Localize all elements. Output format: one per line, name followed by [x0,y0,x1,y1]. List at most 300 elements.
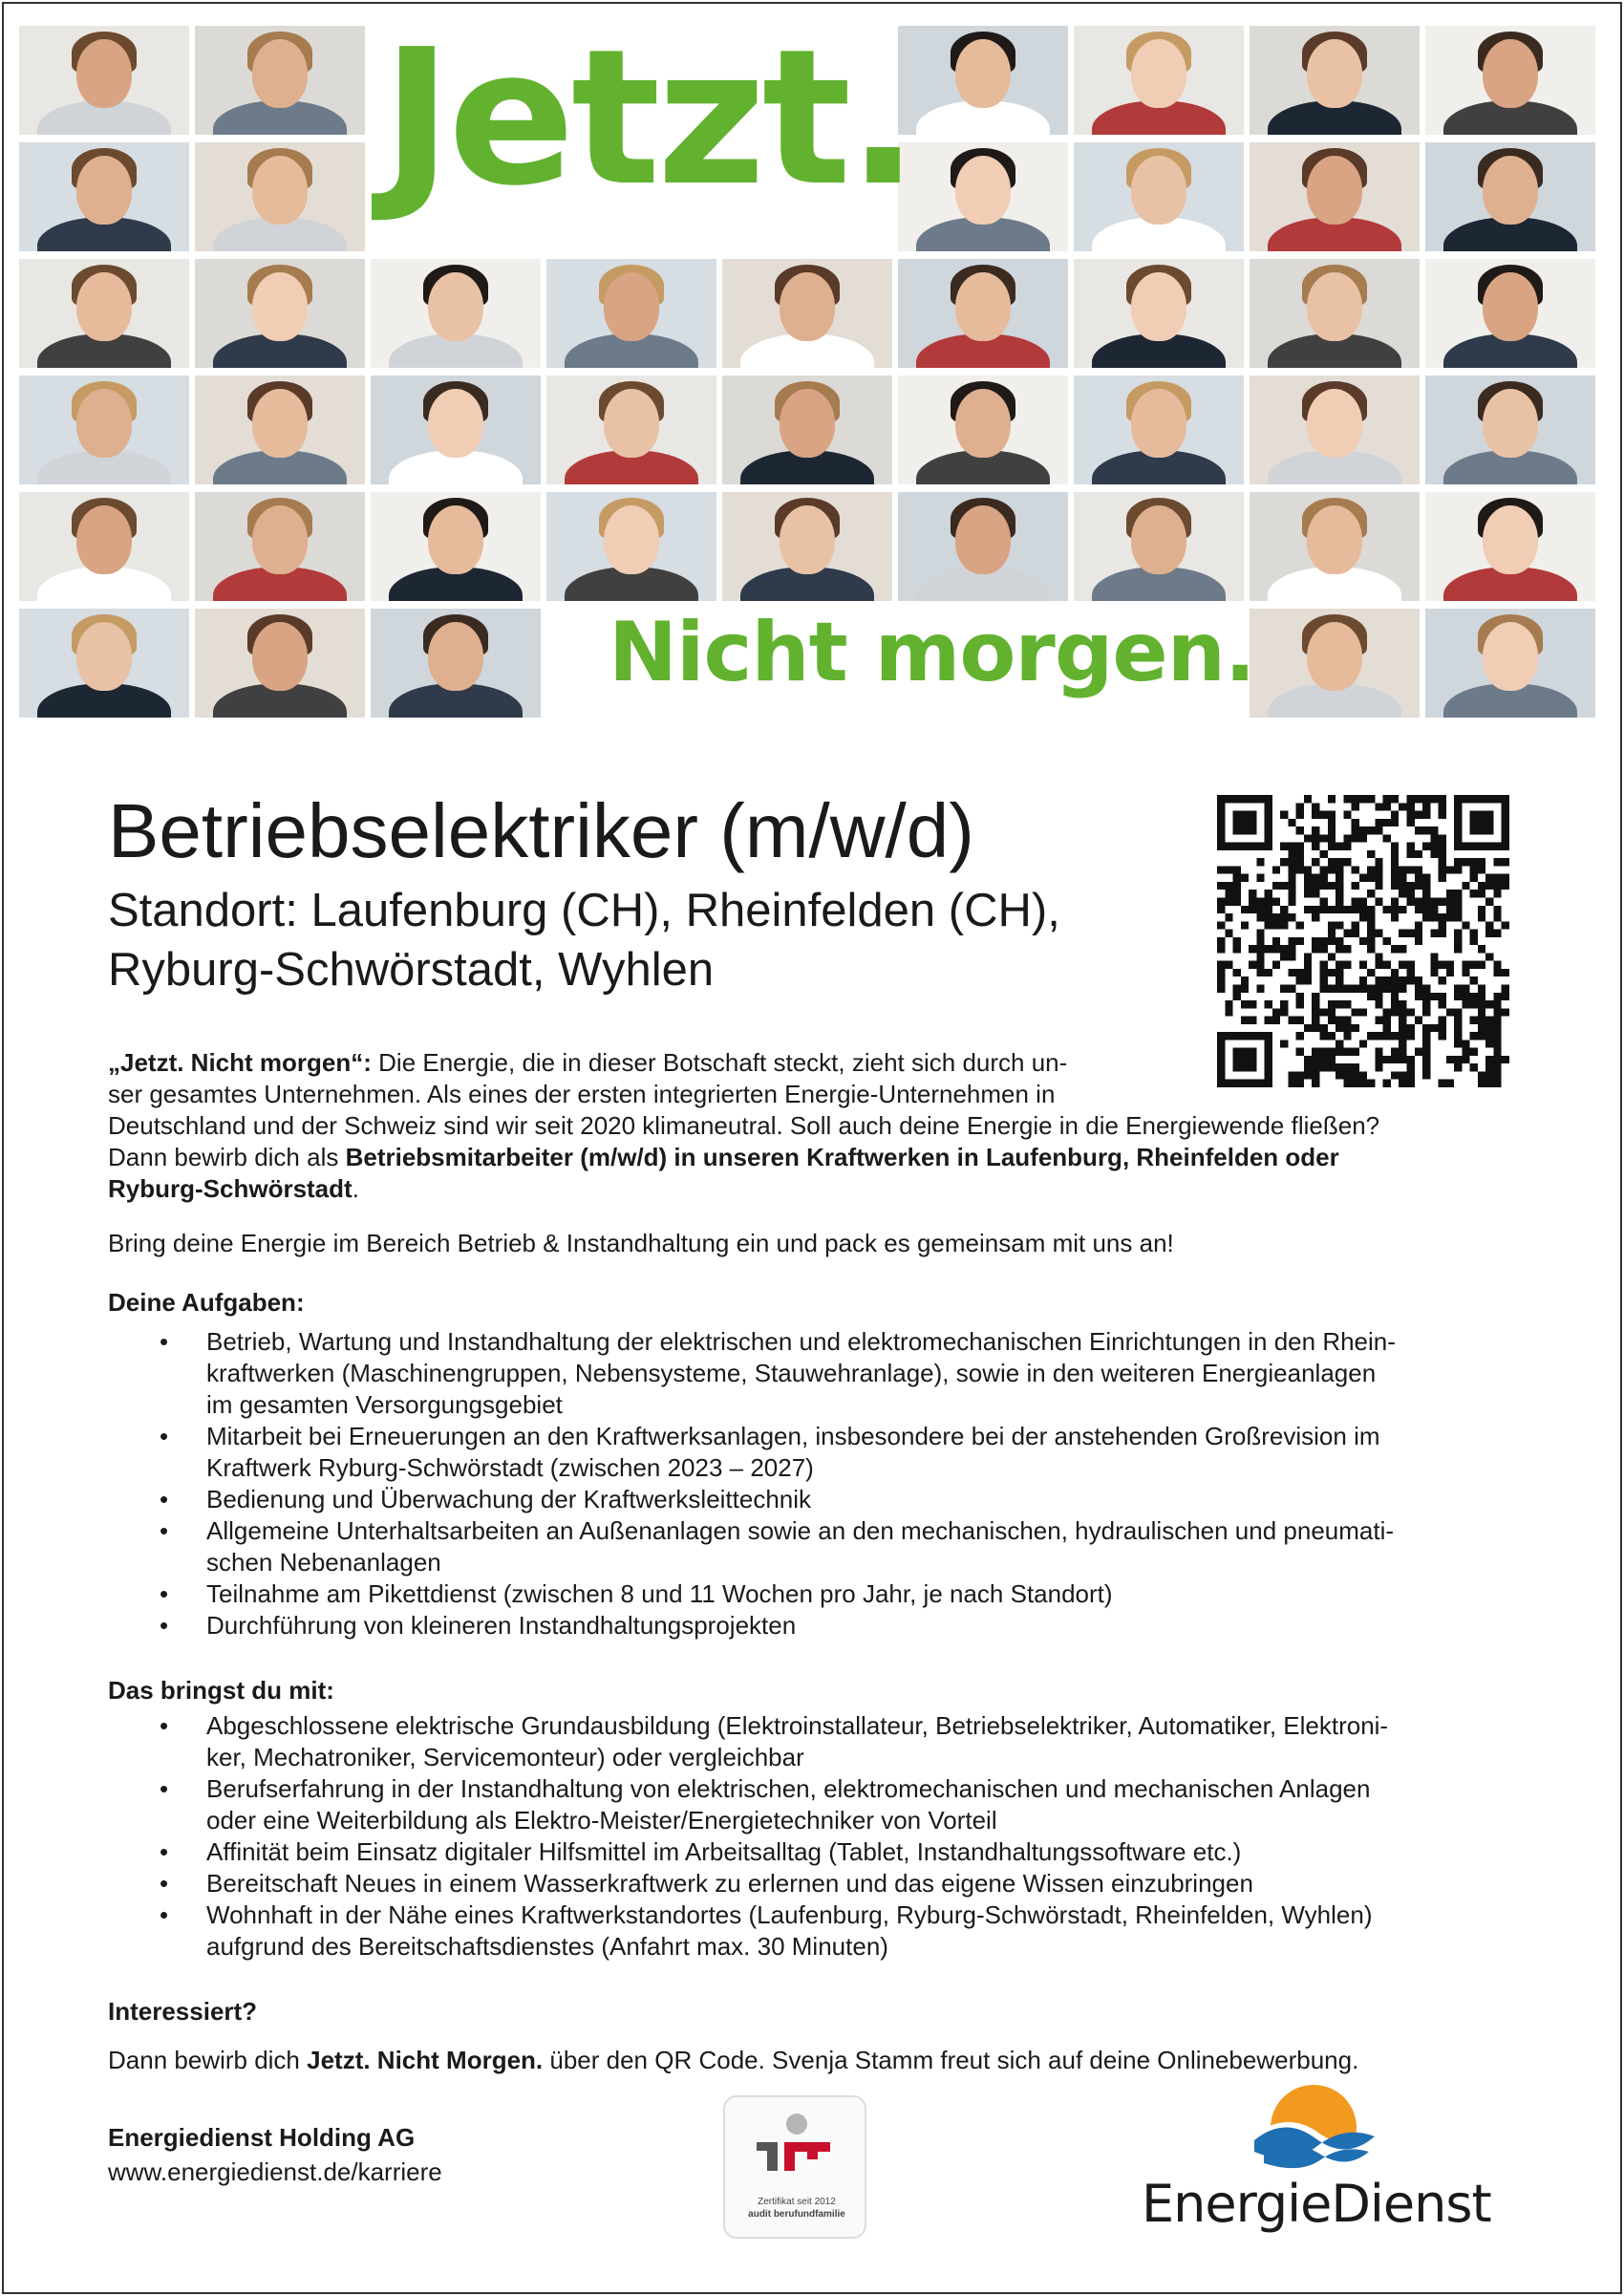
audit-text-2: audit berufundfamilie [748,2209,845,2220]
qr-module [1399,945,1406,953]
portrait-photo [371,609,541,718]
qr-module [1430,953,1438,960]
qr-module [1439,874,1446,882]
portrait-face [1483,156,1538,225]
qr-module [1304,866,1312,873]
portrait-photo [1425,609,1595,718]
qr-module [1256,930,1264,937]
qr-module [1312,1008,1319,1016]
qr-module [1470,1017,1478,1024]
qr-module [1399,1032,1406,1040]
qr-module [1485,882,1493,890]
portrait-face [76,156,132,225]
qr-module [1328,984,1336,992]
qr-module [1336,969,1343,976]
qr-module [1454,1008,1462,1016]
qr-module [1256,945,1264,953]
portrait-photo [1425,26,1595,135]
portrait-face [428,505,483,574]
headline-nicht-morgen: Nicht morgen. [609,605,1255,700]
qr-module [1249,1017,1256,1024]
qr-module [1478,1024,1485,1032]
qr-module [1336,937,1343,945]
portrait-face [1131,39,1186,108]
qr-module [1462,921,1469,929]
qr-module [1391,882,1399,890]
qr-module [1280,882,1288,890]
qr-module [1430,1024,1438,1032]
qr-module [1352,1008,1359,1016]
qr-module [1352,882,1359,890]
intro-position-bold: Betriebsmitarbeiter (m/w/d) in unseren Kraftwerken in Laufenburg, Rheinfelden oder [345,1143,1339,1171]
qr-module [1493,913,1501,921]
qr-module [1288,937,1295,945]
qr-module [1422,898,1430,906]
portrait-photo [19,492,189,601]
qr-module [1359,937,1367,945]
qr-module [1367,795,1375,803]
qr-module [1383,1024,1391,1032]
qr-module [1399,984,1406,992]
qr-module [1470,930,1478,937]
qr-module [1478,1017,1485,1024]
qr-module [1422,906,1430,913]
qr-module [1454,930,1462,937]
qr-module [1439,811,1446,819]
portrait-face [252,39,308,108]
qr-module [1406,890,1414,897]
qr-module [1502,969,1509,976]
qr-module [1272,961,1280,969]
requirements-item [108,1710,1522,1773]
qr-module [1391,874,1399,882]
qr-module [1241,1017,1249,1024]
portrait-face [955,505,1011,574]
portrait-face [1483,272,1538,341]
qr-module [1439,1024,1446,1032]
qr-module [1304,1024,1312,1032]
qr-module [1391,913,1399,921]
qr-module [1367,930,1375,937]
qr-module [1312,843,1319,850]
qr-module [1470,1032,1478,1040]
qr-module [1415,906,1422,913]
qr-module [1391,866,1399,873]
qr-module [1328,937,1336,945]
qr-module [1217,906,1225,913]
qr-module [1320,874,1328,882]
energiedienst-sun-wave-icon [1142,2083,1485,2178]
qr-module [1328,1000,1336,1008]
qr-module [1217,984,1225,992]
qr-module [1352,930,1359,937]
qr-module [1320,969,1328,976]
qr-module [1352,826,1359,834]
tasks-item-line: im gesamten Versorgungsgebiet [206,1390,563,1419]
portrait-face [604,272,659,341]
qr-module [1256,906,1264,913]
bullet-icon: • [160,1485,169,1513]
qr-module [1406,1024,1414,1032]
interest-heading: Interessiert? [108,1997,258,2026]
qr-module [1288,898,1295,906]
qr-module [1280,811,1288,819]
portrait-face [1307,622,1362,691]
qr-module [1422,1032,1430,1040]
portrait-photo [1250,609,1420,718]
qr-module [1430,913,1438,921]
qr-module [1296,1032,1304,1040]
portrait-face [1483,505,1538,574]
qr-module [1391,1008,1399,1016]
qr-module [1217,866,1225,873]
portrait-photo [19,26,189,135]
portrait-face [76,39,132,108]
interest-text-bold: Jetzt. Nicht Morgen. [307,2046,544,2074]
qr-module [1383,984,1391,992]
qr-module [1485,1017,1493,1024]
qr-module [1502,874,1509,882]
qr-module [1304,890,1312,897]
qr-module [1502,993,1509,1000]
portrait-photo [1074,259,1244,368]
portrait-photo [1074,26,1244,135]
company-info [108,2120,442,2189]
qr-module [1439,803,1446,810]
portrait-photo [195,609,365,718]
qr-module [1485,1032,1493,1040]
portrait-photo [1074,142,1244,251]
qr-module [1415,993,1422,1000]
audit-berufundfamilie-logo [723,2095,866,2239]
qr-module [1399,1000,1406,1008]
qr-module [1328,795,1336,803]
qr-module [1328,969,1336,976]
qr-module [1296,921,1304,929]
portrait-photo [19,609,189,718]
portrait-photo [898,142,1068,251]
qr-module [1265,921,1272,929]
qr-module [1312,1000,1319,1008]
qr-module [1406,811,1414,819]
qr-module [1383,803,1391,810]
qr-module [1256,953,1264,960]
qr-module [1375,984,1382,992]
requirements-item-line: Affinität beim Einsatz digitaler Hilfsmittel im Arbeitsalltag (Tablet, Instandhaltungssoftware etc.) [206,1837,1242,1866]
qr-module [1367,866,1375,873]
portrait-face [1307,272,1362,341]
portrait-face [428,272,483,341]
portrait-photo [722,259,892,368]
qr-module [1296,1017,1304,1024]
requirements-item [108,1868,1522,1899]
qr-module [1296,803,1304,810]
interest-text-end: über den QR Code. Svenja Stamm freut sich auf deine Onlinebewerbung. [543,2046,1359,2074]
portrait-photo [195,142,365,251]
qr-module [1375,976,1382,984]
qr-module [1391,843,1399,850]
qr-module [1478,890,1485,897]
qr-module [1352,1024,1359,1032]
qr-module [1352,834,1359,842]
qr-module [1406,976,1414,984]
portrait-photo [722,492,892,601]
qr-module [1399,961,1406,969]
qr-module [1343,1024,1351,1032]
qr-module [1343,906,1351,913]
portrait-face [252,505,308,574]
qr-module [1312,913,1319,921]
qr-module [1502,921,1509,929]
qr-module [1265,890,1272,897]
qr-module [1359,795,1367,803]
qr-module [1343,930,1351,937]
qr-module [1422,890,1430,897]
requirements-item-line: Bereitschaft Neues in einem Wasserkraftwerk zu erlernen und das eigene Wissen einzubringen [206,1869,1253,1898]
qr-module [1422,803,1430,810]
tasks-item-line: Mitarbeit bei Erneuerungen an den Kraftwerksanlagen, insbesondere bei der anstehenden Großrevision im [206,1422,1380,1450]
requirements-item-line: ker, Mechatroniker, Servicemonteur) oder vergleichbar [206,1743,804,1771]
qr-module [1336,1017,1343,1024]
qr-module [1328,826,1336,834]
qr-module [1304,874,1312,882]
qr-module [1446,961,1454,969]
qr-module [1336,984,1343,992]
qr-module [1328,1008,1336,1016]
qr-module [1493,858,1501,866]
qr-module [1336,882,1343,890]
qr-module [1367,890,1375,897]
qr-module [1478,984,1485,992]
qr-module [1265,913,1272,921]
qr-module [1296,826,1304,834]
portrait-photo [195,492,365,601]
portrait-face [780,389,835,458]
qr-module [1328,930,1336,937]
qr-module [1225,882,1232,890]
qr-module [1280,945,1288,953]
qr-module [1415,937,1422,945]
qr-module [1336,858,1343,866]
qr-module [1493,882,1501,890]
qr-module [1375,866,1382,873]
qr-module [1288,843,1295,850]
qr-module [1265,1000,1272,1008]
portrait-photo [546,492,716,601]
qr-module [1249,945,1256,953]
qr-module [1454,898,1462,906]
qr-module [1391,1000,1399,1008]
portrait-face [955,389,1011,458]
qr-module [1336,961,1343,969]
qr-module [1406,795,1414,803]
qr-module [1430,826,1438,834]
tasks-item-line: Kraftwerk Ryburg-Schwörstadt (zwischen 2023 – 2027) [206,1453,814,1482]
qr-module [1256,898,1264,906]
qr-module [1446,913,1454,921]
qr-module [1296,850,1304,858]
qr-module [1265,1017,1272,1024]
qr-module [1415,882,1422,890]
bullet-icon: • [160,1611,169,1640]
portrait-photo [1250,142,1420,251]
qr-module [1249,906,1256,913]
qr-module [1439,961,1446,969]
qr-module [1446,1008,1454,1016]
qr-module [1422,843,1430,850]
application-qr-code[interactable] [1217,795,1509,1087]
qr-module [1406,819,1414,826]
qr-module [1312,811,1319,819]
qr-module [1399,890,1406,897]
portrait-face [955,272,1011,341]
qr-module [1375,1017,1382,1024]
portrait-photo [195,26,365,135]
qr-module [1225,890,1232,897]
qr-module [1288,913,1295,921]
qr-module [1312,858,1319,866]
qr-module [1296,843,1304,850]
qr-module [1336,945,1343,953]
qr-module [1328,858,1336,866]
qr-module [1265,898,1272,906]
qr-module [1375,826,1382,834]
qr-module [1288,953,1295,960]
qr-module [1304,969,1312,976]
intro-line-4: Dann bewirb dich als [108,1143,346,1171]
portrait-photo [195,376,365,484]
qr-module [1454,1024,1462,1032]
qr-module [1502,858,1509,866]
portrait-face [428,622,483,691]
portrait-photo [898,492,1068,601]
qr-module [1241,976,1249,984]
qr-module [1343,1032,1351,1040]
qr-module [1272,866,1280,873]
job-location [108,881,1159,999]
portrait-face [76,389,132,458]
qr-module [1478,913,1485,921]
portrait-face [780,505,835,574]
qr-module [1233,890,1241,897]
qr-module [1470,858,1478,866]
qr-module [1478,1008,1485,1016]
qr-module [1439,1017,1446,1024]
qr-module [1383,937,1391,945]
qr-module [1470,937,1478,945]
qr-module [1312,945,1319,953]
portrait-photo [722,376,892,484]
qr-module [1233,984,1241,992]
portrait-photo [371,376,541,484]
qr-module [1375,930,1382,937]
qr-module [1375,898,1382,906]
qr-module [1391,984,1399,992]
qr-module [1336,1000,1343,1008]
qr-module [1288,850,1295,858]
qr-module [1415,795,1422,803]
qr-module [1288,1017,1295,1024]
qr-module [1288,866,1295,873]
qr-module [1241,874,1249,882]
qr-module [1256,984,1264,992]
portrait-photo [1425,142,1595,251]
qr-module [1485,1000,1493,1008]
qr-module [1439,843,1446,850]
qr-module [1336,1024,1343,1032]
qr-module [1280,1008,1288,1016]
qr-module [1493,1017,1501,1024]
qr-module [1367,969,1375,976]
qr-module [1280,953,1288,960]
portrait-photo [898,259,1068,368]
qr-module [1352,898,1359,906]
qr-module [1320,984,1328,992]
qr-module [1328,819,1336,826]
qr-module [1320,1032,1328,1040]
qr-module [1225,913,1232,921]
qr-module [1391,993,1399,1000]
qr-module [1312,906,1319,913]
qr-module [1406,930,1414,937]
intro-line-5-end: . [352,1174,359,1203]
qr-module [1391,858,1399,866]
qr-module [1336,898,1343,906]
qr-module [1383,906,1391,913]
qr-module [1454,945,1462,953]
qr-module [1217,937,1225,945]
qr-module [1328,811,1336,819]
qr-module [1225,1000,1232,1008]
qr-module [1328,1032,1336,1040]
tasks-item-line: schen Nebenanlagen [206,1548,441,1577]
qr-module [1312,803,1319,810]
qr-module [1493,906,1501,913]
qr-module [1399,866,1406,873]
qr-module [1399,803,1406,810]
qr-module [1367,906,1375,913]
portrait-face [1307,505,1362,574]
location-line-1: Standort: Laufenburg (CH), Rheinfelden (CH), [108,885,1060,936]
qr-module [1367,826,1375,834]
tasks-item-line: Allgemeine Unterhaltsarbeiten an Außenanlagen sowie an den mechanischen, hydraulischen und pneumati- [206,1516,1395,1545]
bullet-icon: • [160,1837,169,1866]
portrait-photo [1425,259,1595,368]
qr-module [1383,976,1391,984]
requirements-item [108,1899,1522,1963]
company-url[interactable]: www.energiedienst.de/karriere [108,2157,442,2186]
qr-module [1280,921,1288,929]
qr-module [1493,961,1501,969]
portrait-face [428,389,483,458]
qr-module [1478,1000,1485,1008]
qr-module [1422,1008,1430,1016]
qr-module [1265,969,1272,976]
tasks-item [108,1421,1522,1484]
bullet-icon: • [160,1869,169,1898]
portrait-photo [546,259,716,368]
qr-module [1312,1024,1319,1032]
qr-module [1454,1017,1462,1024]
qr-module [1217,976,1225,984]
qr-module [1406,850,1414,858]
qr-module [1280,858,1288,866]
qr-module [1280,843,1288,850]
requirements-heading: Das bringst du mit: [108,1676,334,1705]
qr-module [1478,1032,1485,1040]
qr-module [1265,945,1272,953]
qr-module [1485,953,1493,960]
